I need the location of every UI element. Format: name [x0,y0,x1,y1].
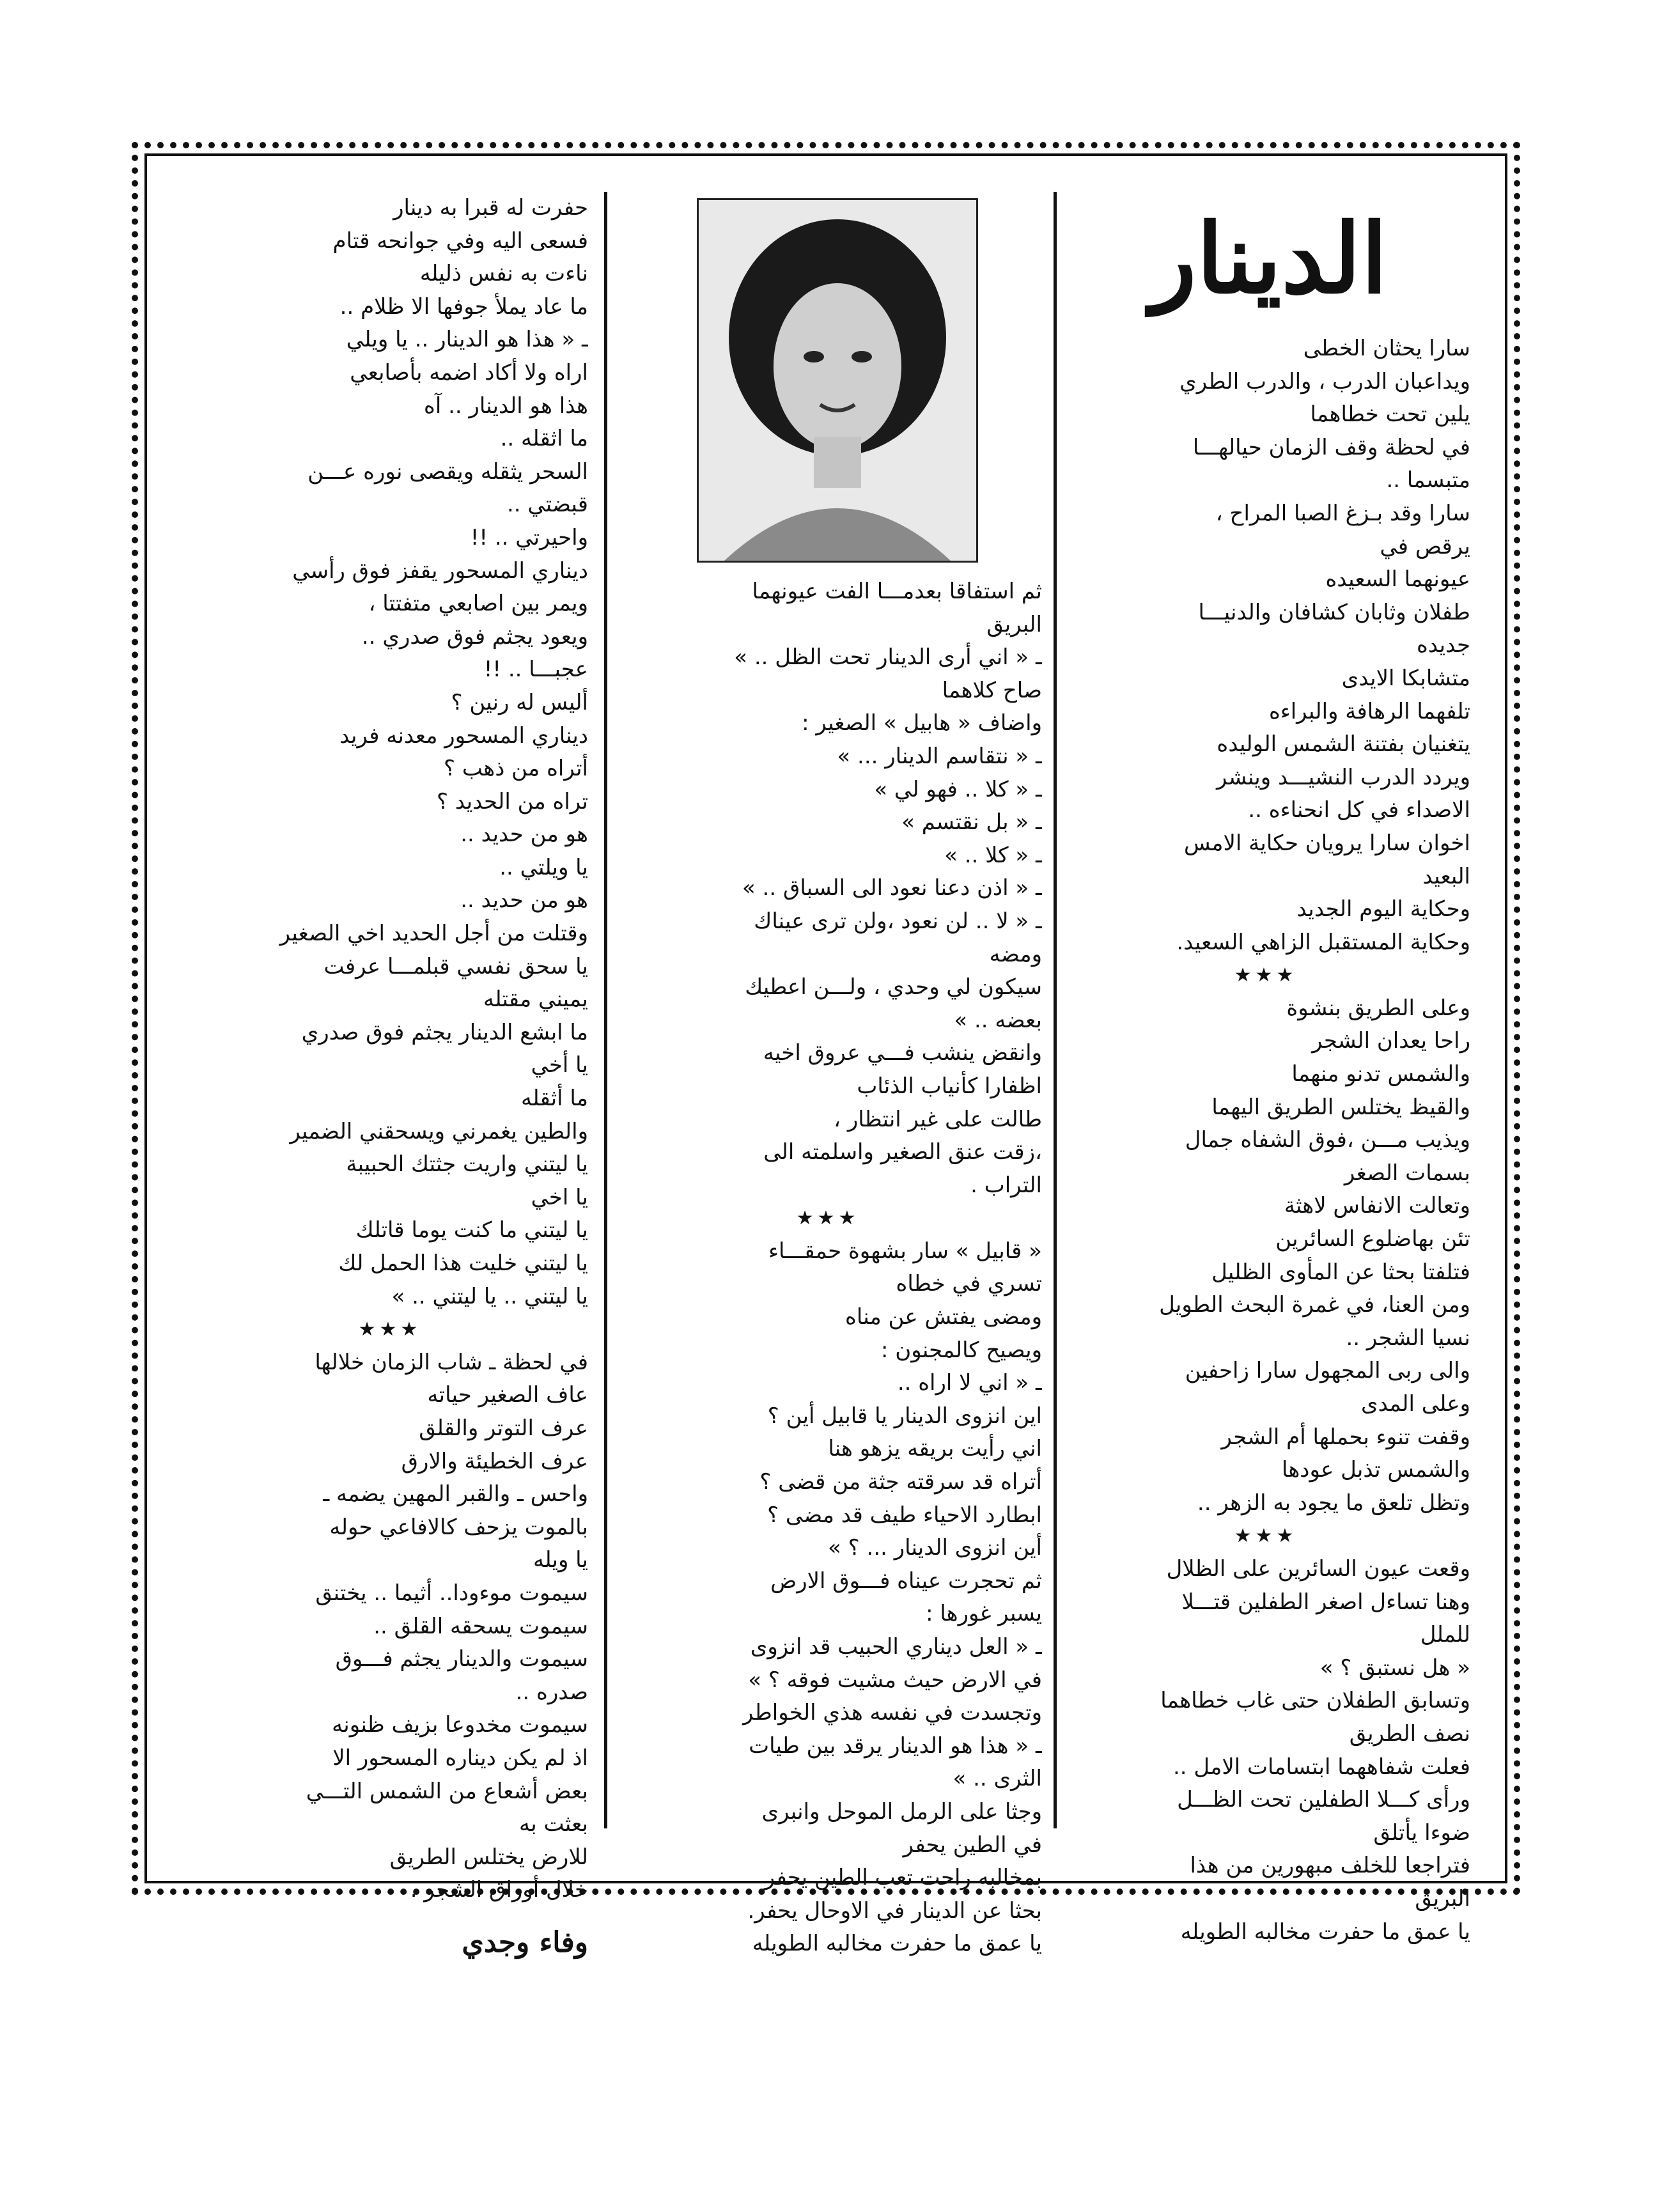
poem-line: والشمس تدنو منهما [1291,1061,1470,1087]
poem-line: ديناري المسحور يقفز فوق رأسي [292,557,588,584]
poem-line: يا عمق ما حفرت مخالبه الطويله [1180,1919,1470,1945]
poem-line: ـ « كلا .. » [944,842,1042,868]
poem-line: للملل [1420,1622,1470,1648]
poem-line: وتظل تلعق ما يجود به الزهر .. [1197,1490,1470,1516]
poem-line: بعضه .. » [954,1007,1042,1033]
poem-line: سارا يحثان الخطى [1303,336,1470,361]
poem-line: في الارض حيث مشيت فوقه ؟ » [748,1667,1042,1693]
poem-line: وحكاية اليوم الجديد [1296,896,1470,923]
poem-line: أتراه قد سرقته جثة من قضى ؟ [759,1469,1042,1495]
poem-line: وجثا على الرمل الموحل وانبرى [761,1798,1042,1825]
poem-line: يرقص في [1380,533,1470,559]
right-column [1061,332,1470,1949]
poem-line: بعثت به [518,1811,588,1837]
poem-line: يلين تحت خطاهما [1310,401,1470,428]
poem-line: ـ « اني أرى الدينار تحت الظل .. » [734,644,1042,671]
poem-line: عرف الخطيئة والارق [401,1448,588,1474]
poem-line: اظفارا كأنياب الذئاب [857,1073,1042,1099]
poem-line: واحس ـ والقبر المهين يضمه ـ [323,1481,588,1507]
poem-line: يا ليتني ما كنت يوما قاتلك [355,1217,588,1243]
poem-line: وقتلت من أجل الحديد اخي الصغير [279,921,588,947]
poem-line: للارض يختلس الطريق [389,1844,588,1870]
poem-line: وعلى المدى [1360,1391,1470,1417]
poem-line: يميني مقتله [483,986,588,1013]
poem-line: ـ « اذن دعنا نعود الى السباق .. » [742,875,1042,901]
poem-line: هذا هو الدينار .. آه [424,393,588,419]
poem-line: وهنا تساءل اصغر الطفلين قتـــلا [1181,1589,1470,1615]
poem-line: ـ « هذا هو الدينار .. يا ويلي [346,327,588,353]
poem-line: ويعود يجثم فوق صدري .. [361,623,588,650]
author-name: وفاء وجدي [462,1926,588,1959]
poem-line: ثم استفاقا بعدمـــا الفت عيونهما [752,579,1042,604]
poem-line: البريق [986,611,1042,637]
poem-line: يا ليتني .. يا ليتني .. » [391,1283,588,1309]
poem-line: فسعى اليه وفي جوانحه قتام [332,228,588,254]
poem-line: ديناري المسحور معدنه فريد [339,722,588,749]
poem-line: يا سحق نفسي قبلمـــا عرفت [323,953,588,979]
poem-line: يسبر غورها : [926,1601,1042,1627]
poem-line: سيموت موءودا.. أثيما .. يختنق [315,1580,588,1606]
poem-line: واضاف « هابيل » الصغير : [802,710,1042,736]
poem-line: صاح كلاهما [942,677,1042,703]
column-rule-left [604,192,607,1828]
poem-line: أين انزوى الدينار ... ؟ » [828,1535,1042,1561]
poem-line: ـ « كلا .. فهو لي » [874,776,1042,802]
poem-line: التراب . [970,1172,1042,1198]
poem-line: قبضتي .. [506,492,588,518]
poem-line: نصف الطريق [1349,1720,1470,1747]
poem-line: طفلان وثابان كشافان والدنيـــا [1198,599,1470,625]
poem-line: يا اخي [531,1184,588,1210]
poem-line: والطين يغمرني ويسحقني الضمير [290,1118,588,1144]
poem-line: تئن بهاضلوع السائرين [1275,1226,1470,1252]
poem-line: وقعت عيون السائرين على الظلال [1166,1555,1470,1582]
column-rule-right [1054,192,1057,1828]
poem-line: أليس له رنين ؟ [451,689,588,715]
poem-line: ومضه [989,941,1042,967]
poem-line: عجبـــا .. !! [483,657,588,683]
poem-line: « هل نستبق ؟ » [1319,1655,1470,1681]
poem-line: ما أثقله [521,1086,588,1112]
poem-line: خلال أوراق الشجر . [410,1877,588,1903]
left-column [192,192,588,1959]
poem-line: البريق [1415,1885,1470,1912]
poem-line: يا ليتني خليت هذا الحمل لك [338,1250,588,1276]
poem-line: فعلت شفاههما ابتسامات الامل .. [1172,1754,1470,1780]
poem-line: والشمس تذبل عودها [1282,1457,1470,1483]
poem-line: عاف الصغير حياته [427,1382,588,1408]
poem-line: سيموت والدينار يجثم فـــوق [335,1646,588,1672]
poem-line: اذ لم يكن ديناره المسحور الا [332,1745,588,1771]
poem-line: ويصيح كالمجنون : [881,1337,1042,1363]
poem-line: صدره .. [515,1679,588,1705]
poem-line: ـ « هذا هو الدينار يرقد بين طيات [749,1733,1042,1759]
poem-title: الدينار [1150,203,1388,315]
poem-line: سيموت مخدوعا بزيف ظنونه [332,1712,588,1738]
poem-line: ضوءا يأتلق [1373,1819,1470,1846]
poem-line: حفرت له قبرا به دينار [393,195,588,221]
poem-line: ويذيب مـــن ،فوق الشفاه جمال [1185,1127,1470,1153]
poem-line: ورأى كـــلا الطفلين تحت الظـــل [1177,1787,1470,1813]
poem-line: في لحظة ـ شاب الزمان خلالها [315,1349,588,1375]
poem-line: والقيظ يختلس الطريق اليهما [1211,1094,1470,1120]
poem-line: ما اثقله .. [500,426,588,452]
poem-line: ـ « بل نقتسم » [901,809,1042,836]
poem-line: وتسابق الطفلان حتى غاب خطاهما [1160,1688,1470,1714]
poem-line: يتغنيان بفتنة الشمس الوليده [1217,731,1470,758]
portrait-image [699,200,976,561]
poem-line: تسري في خطاه [896,1271,1042,1297]
poem-line: في الطين يحفر [903,1832,1042,1858]
poem-line: وانقض ينشب فـــي عروق اخيه [763,1040,1042,1066]
poem-line: ،زقت عنق الصغير واسلمته الى [763,1139,1042,1165]
poem-line: واحيرتي .. !! [470,524,588,550]
poem-line: يا عمق ما حفرت مخالبه الطويله [752,1931,1042,1957]
poem-line: ثم تحجرت عيناه فـــوق الارض [770,1568,1042,1594]
middle-column [614,575,1042,1961]
poem-line: اين انزوى الدينار يا قابيل أين ؟ [767,1403,1042,1429]
poem-line: « قابيل » سار بشهوة حمقـــاء [768,1238,1042,1264]
poem-line: ويداعبان الدرب ، والدرب الطري [1179,368,1470,394]
poem-line: في لحظة وقف الزمان حيالهـــا [1192,434,1470,460]
poem-line: ابطارد الاحياء طيف قد مضى ؟ [767,1502,1042,1528]
poem-line: طالت على غير انتظار ، [834,1106,1042,1132]
poem-line: السحر يثقله ويقصى نوره عـــن [307,458,588,485]
poem-line: ومن العنا، في غمرة البحث الطويل [1159,1292,1470,1318]
poem-line: فتراجعا للخلف مبهورين من هذا [1190,1853,1470,1879]
poem-line: هو من حديد .. [460,887,588,914]
poem-line: ـ « نتقاسم الدينار ... » [837,743,1042,769]
poem-line: أتراه من ذهب ؟ [444,756,588,782]
poem-line: البعيد [1422,863,1470,889]
poem-line: متبسما .. [1386,467,1470,494]
poem-line: بعض أشعاع من الشمس التـــي [306,1778,588,1804]
poem-line: راحا يعدان الشجر [1312,1028,1470,1054]
section-divider-stars: ★★★ [796,1207,860,1230]
poem-line: وتجسدت في نفسه هذي الخواطر [742,1700,1042,1726]
poem-line: ويردد الدرب النشيـــد وينشر [1216,764,1470,790]
poem-line: ما ابشع الدينار يجثم فوق صدري [301,1019,588,1045]
poem-line: فتلفتا بحثا عن المأوى الظليل [1211,1259,1470,1285]
poem-line: يا ويله [533,1547,588,1573]
author-photo [697,198,978,563]
poem-line: وتعالت الانفاس لاهثة [1284,1193,1470,1219]
poem-line: سيكون لي وحدي ، ولـــن اعطيك [745,974,1042,1001]
poem-line: وقفت تنوء بحملها أم الشجر [1221,1424,1470,1450]
poem-line: سارا وقد بـزغ الصبا المراح ، [1215,500,1470,526]
section-divider-stars: ★★★ [1234,1525,1298,1548]
poem-line: ـ « العل ديناري الحبيب قد انزوى [750,1634,1042,1660]
poem-line: ـ « اني لا اراه .. [897,1370,1042,1396]
section-divider-stars: ★★★ [1234,964,1298,987]
poem-line: الثرى .. » [953,1766,1042,1792]
poem-line: عيونهما السعيده [1325,566,1470,593]
poem-line: بالموت يزحف كالافاعي حوله [329,1514,588,1540]
poem-line: تراه من الحديد ؟ [437,788,588,814]
poem-line: نسيا الشجر .. [1346,1325,1470,1351]
poem-line: عرف التوتر والقلق [419,1415,588,1441]
poem-line: اخوان سارا يرويان حكاية الامس [1183,830,1470,856]
poem-line: يا ليتني واريت جثتك الحبيبة [346,1151,588,1178]
poem-line: ما عاد يملأ جوفها الا ظلام .. [339,293,588,320]
poem-line: اراه ولا أكاد اضمه بأصابعي [350,359,588,386]
poem-line: بمخالبه راحت تعب الطين يحفر [764,1865,1042,1891]
poem-line: بحثا عن الدينار في الاوحال يحفر. [747,1897,1042,1924]
poem-line: سيموت يسحقه القلق .. [373,1613,588,1639]
section-divider-stars: ★★★ [358,1318,422,1341]
poem-line: ناءت به نفس ذليله [419,261,588,287]
poem-line: ـ « لا .. لن نعود ،ولن ترى عيناك [754,908,1042,934]
poem-line: اني رأيت بريقه يزهو هنا [828,1436,1042,1462]
poem-line: بسمات الصغر [1344,1160,1470,1186]
poem-line: الاصداء في كل انحناءه .. [1248,797,1470,823]
poem-line: والى ربى المجهول سارا زاحفين [1185,1358,1470,1384]
poem-line: وعلى الطريق بنشوة [1286,995,1470,1021]
poem-line: متشابكا الايدى [1341,665,1470,691]
poem-line: يا أخي [531,1052,588,1079]
poem-line: هو من حديد .. [460,822,588,848]
poem-line: يا ويلتي .. [499,854,588,880]
poem-line: ومضى يفتش عن مناه [845,1304,1042,1330]
poem-line: ويمر بين اصابعي متفتتا ، [368,591,588,617]
poem-line: وحكاية المستقبل الزاهي السعيد. [1176,929,1470,955]
poem-line: جديده [1417,632,1470,658]
poem-line: تلفهما الرهافة والبراءه [1268,698,1470,724]
